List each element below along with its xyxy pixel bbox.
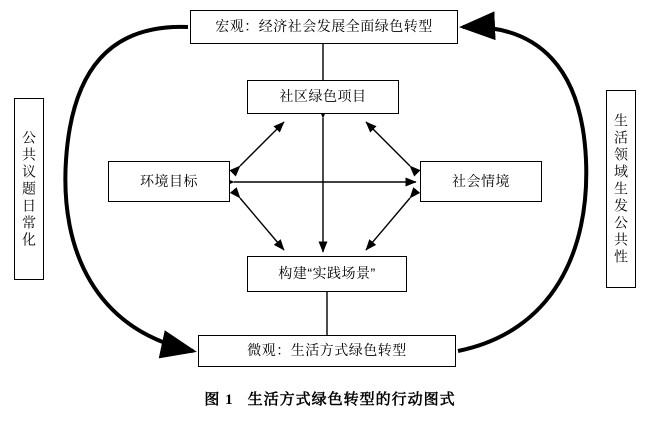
connector-env-scene bbox=[240, 198, 284, 250]
side-label-right bbox=[606, 90, 636, 288]
node-micro bbox=[198, 335, 456, 367]
node-macro bbox=[190, 10, 458, 44]
node-community-project bbox=[247, 80, 399, 114]
figure-caption-number: 图 1 bbox=[204, 392, 234, 408]
side-label-right-text: 生活领域生发公共性 bbox=[613, 112, 629, 266]
side-label-left bbox=[14, 98, 44, 280]
node-social-context-label: 社会情境 bbox=[452, 172, 510, 189]
node-micro-label: 微观：生活方式绿色转型 bbox=[247, 342, 407, 359]
node-macro-label: 宏观：经济社会发展全面绿色转型 bbox=[215, 18, 433, 35]
figure-caption bbox=[0, 388, 660, 409]
connector-social-scene bbox=[366, 198, 410, 250]
figure-caption-text: 生活方式绿色转型的行动图式 bbox=[247, 392, 456, 408]
node-practice-scene bbox=[247, 256, 407, 292]
node-social-context bbox=[420, 161, 542, 202]
connector-social-project bbox=[366, 122, 410, 166]
connector-env-project bbox=[240, 122, 284, 166]
node-environment-goal-label: 环境目标 bbox=[140, 172, 198, 189]
node-community-project-label: 社区绿色项目 bbox=[279, 88, 367, 105]
node-practice-scene-label: 构建“实践场景” bbox=[278, 265, 376, 282]
side-label-left-text: 公共议题日常化 bbox=[21, 129, 37, 249]
node-environment-goal bbox=[108, 161, 230, 202]
